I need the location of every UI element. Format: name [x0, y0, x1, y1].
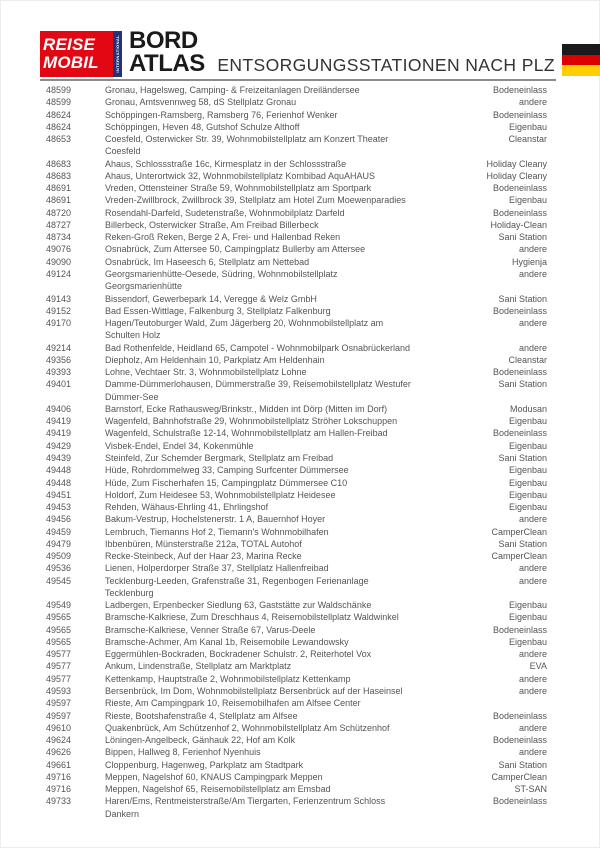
- location-line: Recke-Steinbeck, Auf der Haar 23, Marina Recke: [105, 551, 302, 562]
- location-line: Hüde, Zum Fischerhafen 15, Campingplatz Dümmersee C10: [105, 477, 348, 488]
- location-cell: [105, 354, 547, 366]
- location-line: Ibbenbüren, Münsterstraße 212a, TOTAL Autohof: [105, 538, 302, 549]
- location-cell: [105, 746, 547, 758]
- header-divider: [40, 79, 556, 81]
- plz-cell: 49661: [46, 759, 72, 770]
- table-row: [46, 771, 547, 783]
- location-cell: [105, 427, 547, 439]
- location-line: Bramsche-Achmer, Am Kanal 1b, Reisemobile Lewandowsky: [105, 636, 349, 647]
- plz-cell: 48691: [46, 183, 72, 194]
- location-line: Bad Essen-Wittlage, Falkenburg 3, Stellplatz Falkenburg: [105, 305, 331, 316]
- location-cell: [105, 599, 547, 611]
- plz-cell: 48691: [46, 195, 72, 206]
- location-cell: [105, 660, 547, 672]
- location-line: Schöppingen-Ramsberg, Ramsberg 76, Ferienhof Wenker: [105, 109, 338, 120]
- plz-cell: 48734: [46, 232, 72, 243]
- location-cell: [105, 96, 547, 108]
- table-row: [46, 611, 547, 623]
- plz-cell: 49419: [46, 428, 72, 439]
- station-type-cell: Eigenbau: [508, 612, 547, 623]
- table-row: [46, 501, 547, 513]
- stations-table: [46, 84, 547, 820]
- plz-cell: 49597: [46, 710, 72, 721]
- plz-cell: 49439: [46, 452, 72, 463]
- plz-cell: 49565: [46, 624, 72, 635]
- table-row: [46, 538, 547, 550]
- plz-cell: 49448: [46, 477, 72, 488]
- flag-stripe: [562, 44, 600, 55]
- location-line: Ladbergen, Erpenbecker Siedlung 63, Gaststätte zur Waldschänke: [105, 600, 372, 611]
- location-line: Cloppenburg, Hagenweg, Parkplatz am Stadtpark: [105, 759, 304, 770]
- station-type-cell: Holiday Cleany: [486, 170, 547, 181]
- plz-cell: 49453: [46, 502, 72, 513]
- location-cell: [105, 305, 547, 317]
- location-cell: [105, 710, 547, 722]
- location-line: Coesfeld, Osterwicker Str. 39, Wohnmobilstellplatz am Konzert Theater: [105, 134, 389, 145]
- plz-cell: 49152: [46, 305, 72, 316]
- station-type-cell: Bodeneinlass: [492, 428, 547, 439]
- location-line: Steinfeld, Zur Schemder Bergmark, Stellplatz am Freibad: [105, 452, 334, 463]
- location-cell: [105, 562, 547, 574]
- location-cell: [105, 783, 547, 795]
- station-type-cell: Holiday Cleany: [486, 158, 547, 169]
- plz-cell: 48727: [46, 219, 72, 230]
- table-row: [46, 685, 547, 697]
- location-cell: [105, 477, 547, 489]
- table-row: [46, 795, 547, 820]
- plz-cell: 48653: [46, 134, 72, 145]
- station-type-cell: Hygienja: [511, 256, 547, 267]
- location-cell: [105, 489, 547, 501]
- table-row: [46, 599, 547, 611]
- table-row: [46, 722, 547, 734]
- table-row: [46, 158, 547, 170]
- station-type-cell: Cleanstar: [508, 354, 547, 365]
- location-cell: [105, 611, 547, 623]
- plz-cell: 49610: [46, 722, 72, 733]
- location-cell: [105, 464, 547, 476]
- location-cell: [105, 722, 547, 734]
- location-cell: [105, 685, 547, 697]
- table-row: [46, 513, 547, 525]
- table-row: [46, 133, 547, 158]
- station-type-cell: Bodeneinlass: [492, 85, 547, 95]
- location-cell: [105, 194, 547, 206]
- location-cell: [105, 158, 547, 170]
- station-type-cell: Sani Station: [498, 538, 547, 549]
- location-cell: [105, 109, 547, 121]
- location-cell: [105, 575, 547, 600]
- station-type-cell: andere: [518, 244, 547, 255]
- location-cell: [105, 636, 547, 648]
- station-type-cell: andere: [518, 563, 547, 574]
- plz-cell: 49577: [46, 649, 72, 660]
- location-cell: [105, 219, 547, 231]
- location-line: Haren/Ems, Rentmeisterstraße/Am Tiergarten, Ferienzentrum Schloss: [105, 796, 386, 807]
- bordatlas-logo: [129, 29, 205, 75]
- location-line: Osnabrück, Zum Attersee 50, Campingplatz Bullerby am Attersee: [105, 244, 366, 255]
- table-row: [46, 734, 547, 746]
- table-row: [46, 575, 547, 600]
- plz-cell: 49170: [46, 318, 72, 329]
- location-line: Bramsche-Kalkriese, Venner Straße 67, Varus-Deele: [105, 624, 316, 635]
- table-row: [46, 194, 547, 206]
- table-row: [46, 489, 547, 501]
- location-line: Lienen, Holperdorper Straße 37, Stellplatz Hallenfreibad: [105, 563, 329, 574]
- plz-cell: 49536: [46, 563, 72, 574]
- location-cell: [105, 673, 547, 685]
- plz-cell: 49593: [46, 686, 72, 697]
- plz-cell: 49624: [46, 735, 72, 746]
- table-row: [46, 268, 547, 293]
- station-type-cell: Bodeneinlass: [492, 624, 547, 635]
- reisemobil-logo: [40, 31, 113, 77]
- table-row: [46, 415, 547, 427]
- table-row: [46, 783, 547, 795]
- location-line: Kettenkamp, Hauptstraße 2, Wohnmobilstellplatz Kettenkamp: [105, 673, 351, 684]
- station-type-cell: Modusan: [509, 403, 547, 414]
- station-type-cell: Sani Station: [498, 232, 547, 243]
- location-cell: [105, 550, 547, 562]
- plz-cell: 49456: [46, 514, 72, 525]
- station-type-cell: ST-SAN: [514, 784, 547, 795]
- location-line: Ahaus, Schlossstraße 16c, Kirmesplatz in der Schlossstraße: [105, 158, 347, 169]
- location-line: Bad Rothenfelde, Heidland 65, Campotel - Wohnmobilpark Osnabrückerland: [105, 342, 411, 353]
- table-row: [46, 636, 547, 648]
- table-row: [46, 342, 547, 354]
- location-line: Bissendorf, Gewerbepark 14, Veregge & Welz GmbH: [105, 293, 317, 304]
- station-type-cell: andere: [518, 514, 547, 525]
- location-line: Vreden-Zwillbrock, Zwillbrock 39, Stellplatz am Hotel Zum Moewenparadies: [105, 195, 406, 206]
- location-line: Rehden, Wähaus-Ehrling 41, Ehrlingshof: [105, 502, 269, 513]
- location-line: Coesfeld: [105, 146, 141, 157]
- station-type-cell: andere: [518, 649, 547, 660]
- location-cell: [105, 452, 547, 464]
- plz-cell: 49124: [46, 268, 72, 279]
- plz-cell: 48599: [46, 97, 72, 108]
- location-line: Visbek-Endel, Endel 34, Kokenmühle: [105, 440, 254, 451]
- table-row: [46, 293, 547, 305]
- table-row: [46, 170, 547, 182]
- station-type-cell: CamperClean: [491, 551, 547, 562]
- plz-cell: 49214: [46, 342, 72, 353]
- table-row: [46, 256, 547, 268]
- logo-word-reise: REISE: [43, 35, 96, 54]
- station-type-cell: Bodeneinlass: [492, 796, 547, 807]
- location-line: Ahaus, Unterortwick 32, Wohnmobilstellplatz Kombibad AquAHAUS: [105, 170, 375, 181]
- location-line: Löningen-Angelbeck, Gänhauk 22, Hof am Kolk: [105, 735, 296, 746]
- location-line: Hüde, Rohrdommelweg 33, Camping Surfcenter Dümmersee: [105, 465, 349, 476]
- plz-cell: 49429: [46, 440, 72, 451]
- table-row: [46, 121, 547, 133]
- plz-cell: 49143: [46, 293, 72, 304]
- location-line: Schulten Holz: [105, 330, 161, 341]
- table-row: [46, 305, 547, 317]
- location-cell: [105, 133, 547, 158]
- location-line: Barnstorf, Ecke Rathausweg/Brinkstr., Midden int Dörp (Mitten im Dorf): [105, 403, 388, 414]
- station-type-cell: andere: [518, 686, 547, 697]
- location-cell: [105, 170, 547, 182]
- table-row: [46, 710, 547, 722]
- location-line: Bippen, Hallweg 8, Ferienhof Nyenhuis: [105, 747, 261, 758]
- location-cell: [105, 268, 547, 293]
- location-cell: [105, 501, 547, 513]
- table-row: [46, 317, 547, 342]
- location-line: Dankern: [105, 808, 140, 819]
- plz-cell: 49545: [46, 575, 72, 586]
- table-row: [46, 673, 547, 685]
- location-line: Tecklenburg: [105, 587, 154, 598]
- plz-cell: 49509: [46, 551, 72, 562]
- table-row: [46, 648, 547, 660]
- station-type-cell: Eigenbau: [508, 477, 547, 488]
- table-row: [46, 109, 547, 121]
- station-type-cell: Eigenbau: [508, 489, 547, 500]
- table-row: [46, 746, 547, 758]
- location-line: Vreden, Ottensteiner Straße 59, Wohnmobilstellplatz am Sportpark: [105, 183, 372, 194]
- station-type-cell: Holiday-Clean: [490, 219, 547, 230]
- plz-cell: 49448: [46, 465, 72, 476]
- plz-cell: 48624: [46, 109, 72, 120]
- plz-cell: 49393: [46, 367, 72, 378]
- station-type-cell: Bodeneinlass: [492, 183, 547, 194]
- table-row: [46, 354, 547, 366]
- station-type-cell: Eigenbau: [508, 121, 547, 132]
- location-cell: [105, 84, 547, 96]
- location-line: Osnabrück, Im Haseesch 6, Stellplatz am Nettebad: [105, 256, 310, 267]
- station-type-cell: Bodeneinlass: [492, 367, 547, 378]
- station-type-cell: andere: [518, 97, 547, 108]
- station-type-cell: andere: [518, 318, 547, 329]
- location-cell: [105, 121, 547, 133]
- table-row: [46, 231, 547, 243]
- station-type-cell: Bodeneinlass: [492, 735, 547, 746]
- station-type-cell: Bodeneinlass: [492, 109, 547, 120]
- station-type-cell: Eigenbau: [508, 416, 547, 427]
- location-line: Rieste, Bootshafenstraße 4, Stellplatz am Alfsee: [105, 710, 298, 721]
- location-cell: [105, 624, 547, 636]
- plz-cell: 49076: [46, 244, 72, 255]
- location-line: Bramsche-Kalkriese, Zum Dreschhaus 4, Reisemobilstellplatz Waldwinkel: [105, 612, 399, 623]
- location-cell: [105, 526, 547, 538]
- location-line: Meppen, Nagelshof 65, Reisemobilstellplatz am Emsbad: [105, 784, 331, 795]
- plz-cell: 49577: [46, 661, 72, 672]
- german-flag-icon: [562, 44, 600, 76]
- table-row: [46, 84, 547, 96]
- location-line: Bakum-Vestrup, Hochelstenerstr. 1 A, Bauernhof Hoyer: [105, 514, 326, 525]
- table-row: [46, 562, 547, 574]
- location-line: Tecklenburg-Leeden, Grafenstraße 31, Regenbogen Ferienanlage: [105, 575, 369, 586]
- location-cell: [105, 403, 547, 415]
- station-type-cell: Sani Station: [498, 759, 547, 770]
- plz-cell: 48599: [46, 85, 72, 95]
- location-cell: [105, 243, 547, 255]
- station-type-cell: Eigenbau: [508, 502, 547, 513]
- plz-cell: 49565: [46, 636, 72, 647]
- logo-international-strip: [113, 31, 122, 77]
- plz-cell: 49090: [46, 256, 72, 267]
- logo-word-atlas: ATLAS: [129, 50, 205, 77]
- location-line: Georgsmarienhütte-Oesede, Südring, Wohnmobilstellplatz: [105, 268, 338, 279]
- table-row: [46, 366, 547, 378]
- station-type-cell: Eigenbau: [508, 600, 547, 611]
- location-line: Meppen, Nagelshof 60, KNAUS Campingpark Meppen: [105, 771, 323, 782]
- logo-international-label: INTERNATIONAL: [115, 35, 120, 73]
- station-type-cell: CamperClean: [491, 526, 547, 537]
- table-row: [46, 207, 547, 219]
- station-type-cell: Sani Station: [498, 452, 547, 463]
- plz-cell: 49597: [46, 698, 72, 709]
- location-line: Damme-Dümmerlohausen, Dümmerstraße 39, Reisemobilstellplatz Westufer: [105, 379, 411, 390]
- table-row: [46, 477, 547, 489]
- plz-cell: 49459: [46, 526, 72, 537]
- location-cell: [105, 648, 547, 660]
- station-type-cell: Bodeneinlass: [492, 710, 547, 721]
- station-type-cell: andere: [518, 342, 547, 353]
- table-row: [46, 403, 547, 415]
- location-cell: [105, 317, 547, 342]
- flag-stripe: [562, 65, 600, 76]
- location-line: Wagenfeld, Schulstraße 12-14, Wohnmobilstellplatz am Hallen-Freibad: [105, 428, 388, 439]
- plz-cell: 49401: [46, 379, 72, 390]
- location-line: Billerbeck, Osterwicker Straße, Am Freibad Billerbeck: [105, 219, 319, 230]
- location-cell: [105, 759, 547, 771]
- station-type-cell: Sani Station: [498, 379, 547, 390]
- table-row: [46, 219, 547, 231]
- location-cell: [105, 293, 547, 305]
- location-line: Gronau, Amtsvennweg 58, dS Stellplatz Gronau: [105, 97, 297, 108]
- location-line: Rosendahl-Darfeld, Sudetenstraße, Wohnmobilplatz Darfeld: [105, 207, 345, 218]
- plz-cell: 49716: [46, 771, 72, 782]
- plz-cell: 49549: [46, 600, 72, 611]
- station-type-cell: andere: [518, 673, 547, 684]
- plz-cell: 49356: [46, 354, 72, 365]
- station-type-cell: andere: [518, 722, 547, 733]
- location-line: Wagenfeld, Bahnhofstraße 29, Wohnmobilstellplatz Ströher Lokschuppen: [105, 416, 398, 427]
- location-cell: [105, 207, 547, 219]
- station-type-cell: andere: [518, 575, 547, 586]
- station-type-cell: andere: [518, 747, 547, 758]
- station-type-cell: Bodeneinlass: [492, 207, 547, 218]
- table-row: [46, 427, 547, 439]
- location-line: Lembruch, Tiemanns Hof 2, Tiemann's Wohnmobilhafen: [105, 526, 329, 537]
- station-type-cell: CamperClean: [491, 771, 547, 782]
- station-type-cell: Bodeneinlass: [492, 305, 547, 316]
- location-cell: [105, 415, 547, 427]
- flag-stripe: [562, 55, 600, 66]
- table-row: [46, 660, 547, 672]
- location-cell: [105, 366, 547, 378]
- location-line: Reken-Groß Reken, Berge 2 A, Frei- und Hallenbad Reken: [105, 232, 341, 243]
- location-line: Holdorf, Zum Heidesee 53, Wohnmobilstellplatz Heidesee: [105, 489, 336, 500]
- location-line: Diepholz, Am Heldenhain 10, Parkplatz Am Heldenhain: [105, 354, 325, 365]
- plz-cell: 48720: [46, 207, 72, 218]
- location-cell: [105, 697, 547, 709]
- location-line: Lohne, Vechtaer Str. 3, Wohnmobilstellplatz Lohne: [105, 367, 307, 378]
- location-cell: [105, 256, 547, 268]
- station-type-cell: Eigenbau: [508, 195, 547, 206]
- plz-cell: 49451: [46, 489, 72, 500]
- plz-cell: 48683: [46, 170, 72, 181]
- location-cell: [105, 342, 547, 354]
- plz-cell: 49626: [46, 747, 72, 758]
- table-row: [46, 96, 547, 108]
- station-type-cell: andere: [518, 268, 547, 279]
- station-type-cell: Eigenbau: [508, 465, 547, 476]
- location-line: Rieste, Am Campingpark 10, Reisemobilhafen am Alfsee Center: [105, 698, 361, 709]
- plz-cell: 49733: [46, 796, 72, 807]
- logo-word-mobil: MOBIL: [43, 53, 99, 72]
- location-line: Quakenbrück, Am Schützenhof 2, Wohnmobilstellplatz Am Schützenhof: [105, 722, 390, 733]
- location-line: Schöppingen, Heven 48, Gutshof Schulze Althoff: [105, 121, 300, 132]
- table-row: [46, 452, 547, 464]
- location-line: Dümmer-See: [105, 391, 159, 402]
- plz-cell: 49479: [46, 538, 72, 549]
- location-line: Hagen/Teutoburger Wald, Zum Jägerberg 20, Wohnmobilstellplatz am: [105, 318, 384, 329]
- plz-cell: 49406: [46, 403, 72, 414]
- location-cell: [105, 378, 547, 403]
- location-line: Bersenbrück, Im Dom, Wohnmobilstellplatz Bersenbrück auf der Haseinsel: [105, 686, 403, 697]
- location-cell: [105, 513, 547, 525]
- table-row: [46, 759, 547, 771]
- table-row: [46, 697, 547, 709]
- table-row: [46, 464, 547, 476]
- location-line: Gronau, Hagelsweg, Camping- & Freizeitanlagen Dreiländersee: [105, 85, 360, 95]
- station-type-cell: Eigenbau: [508, 440, 547, 451]
- table-row: [46, 526, 547, 538]
- location-line: Ankum, Lindenstraße, Stellplatz am Marktplatz: [105, 661, 292, 672]
- table-row: [46, 378, 547, 403]
- plz-cell: 49577: [46, 673, 72, 684]
- station-type-cell: Cleanstar: [508, 134, 547, 145]
- table-row: [46, 624, 547, 636]
- station-type-cell: Sani Station: [498, 293, 547, 304]
- station-type-cell: EVA: [529, 661, 547, 672]
- plz-cell: 49419: [46, 416, 72, 427]
- table-row: [46, 440, 547, 452]
- page-title: ENTSORGUNGSSTATIONEN NACH PLZ: [217, 55, 555, 75]
- plz-cell: 49565: [46, 612, 72, 623]
- location-line: Georgsmarienhütte: [105, 281, 183, 292]
- plz-cell: 48624: [46, 121, 72, 132]
- location-cell: [105, 440, 547, 452]
- plz-cell: 48683: [46, 158, 72, 169]
- plz-cell: 49716: [46, 784, 72, 795]
- location-cell: [105, 734, 547, 746]
- location-cell: [105, 795, 547, 820]
- station-type-cell: Eigenbau: [508, 636, 547, 647]
- location-cell: [105, 231, 547, 243]
- location-cell: [105, 538, 547, 550]
- table-row: [46, 182, 547, 194]
- table-row: [46, 243, 547, 255]
- location-cell: [105, 182, 547, 194]
- table-row: [46, 550, 547, 562]
- logo-word-bord: BORD: [129, 27, 198, 54]
- location-cell: [105, 771, 547, 783]
- location-line: Eggermühlen-Bockraden, Bockradener Schulstr. 2, Reiterhotel Vox: [105, 649, 372, 660]
